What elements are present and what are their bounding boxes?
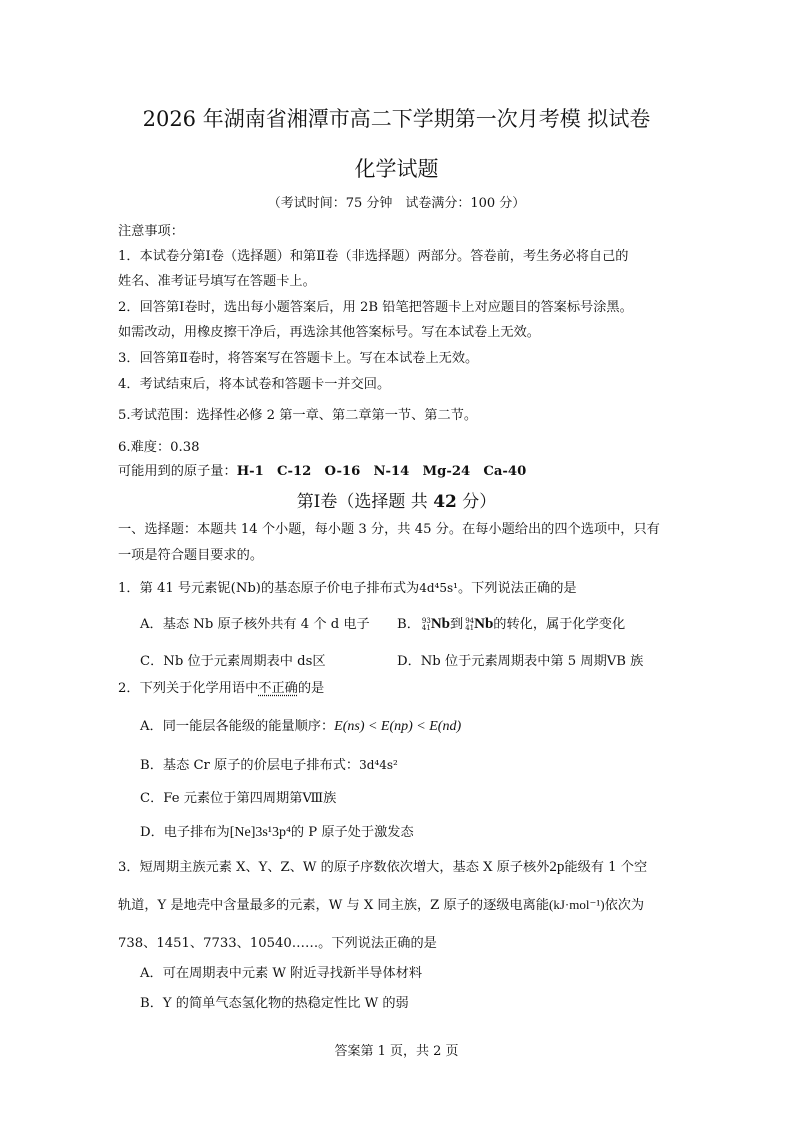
- q3-stem-b3: 依次为: [604, 898, 645, 913]
- section-title: [0, 487, 793, 512]
- q2-option-d: [140, 821, 414, 841]
- q2-stem-b: 的是: [297, 681, 325, 696]
- q3-stem-a1: 3．短周期主族元素 X、Y、Z、W 的原子序数依次增大，基态 X 原子核外: [118, 860, 550, 875]
- q2-option-b-prefix: B．基态 Cr 原子的价层电子排布式：: [140, 758, 360, 773]
- q1-config: 4d⁴5s¹: [419, 581, 458, 595]
- q2-option-d-suffix: 的 P 原子处于激发态: [290, 825, 414, 840]
- q1-option-b-prefix: B．: [397, 617, 420, 632]
- q3-stem-line-2: [118, 894, 644, 913]
- q2-option-b: [140, 754, 398, 773]
- q3-stem-line-3: 738、1451、7733、10540……。下列说法正确的是: [118, 936, 437, 951]
- q1-option-a: A．基态 Nb 原子核外共有 4 个 d 电子: [140, 617, 370, 632]
- q3-stem-b1: 轨道，Y 是地壳中含量最多的元素，W 与 X 同主族，Z 原子的逐级电离能: [118, 898, 550, 913]
- q3-stem-line-1: [118, 856, 647, 876]
- note-5: 5.考试范围：选择性必修 2 第一章、第二章第一节、第二节。: [118, 408, 478, 423]
- q2-option-a-formula: E(ns) < E(np) < E(nd): [334, 719, 462, 734]
- q2-stem-a: 2．下列关于化学用语中: [118, 681, 259, 696]
- q3-stem-unit: (kJ·mol⁻¹): [549, 897, 605, 912]
- section-title-a: 第Ⅰ卷（选择题 共: [296, 492, 434, 512]
- q1-option-d: D．Nb 位于元素周期表中第 5 周期ⅤB 族: [397, 654, 644, 669]
- q2-option-c: C．Fe 元素位于第四周期第Ⅷ族: [140, 791, 337, 806]
- q3-stem-2p: 2p: [549, 859, 565, 875]
- section-intro-line-1: 一、选择题：本题共 14 个小题，每小题 3 分，共 45 分。在每小题给出的四个选项中，只有: [118, 522, 660, 537]
- note-6: 6.难度：0.38: [118, 440, 200, 455]
- q2-stem-emphasis: 不正确: [258, 681, 298, 696]
- note-2-line-1: 2．回答第Ⅰ卷时，选出每小题答案后，用 2B 铅笔把答题卡上对应题目的答案标号涂黑。: [118, 300, 633, 315]
- note-1-line-1: 1．本试卷分第Ⅰ卷（选择题）和第Ⅱ卷（非选择题）两部分。答卷前，考生务必将自己的: [118, 249, 629, 264]
- q1-stem: [118, 577, 577, 596]
- notes-heading: 注意事项：: [118, 224, 184, 239]
- section-title-score: 42: [433, 492, 457, 512]
- q2-option-a: [140, 715, 461, 735]
- q1-stem-a: 1．第 41 号元素铌(Nb)的基态原子价电子排布式为: [118, 581, 420, 596]
- note-3: 3．回答第Ⅱ卷时，将答案写在答题卡上。写在本试卷上无效。: [118, 351, 479, 366]
- atomic-mass-line: [118, 460, 526, 479]
- page-title: 2026 年湖南省湘潭市高二下学期第一次月考模 拟试卷: [142, 107, 651, 131]
- note-1-line-2: 姓名、准考证号填写在答题卡上。: [118, 274, 316, 289]
- q2-option-d-prefix: D．电子排布为: [140, 825, 230, 840]
- q1-isotope-2-numbers: 94 41: [465, 616, 475, 632]
- atomic-mass-values: H-1 C-12 O-16 N-14 Mg-24 Ca-40: [236, 464, 527, 479]
- page-footer: 答案第 1 页，共 2 页: [334, 1044, 459, 1059]
- q1-isotope-1-symbol: Nb: [430, 616, 450, 632]
- subject-title: 化学试题: [354, 157, 439, 181]
- exam-time-info: （考试时间：75 分钟 试卷满分：100 分）: [267, 196, 526, 211]
- q1-stem-b: 。下列说法正确的是: [457, 581, 577, 596]
- q2-option-a-prefix: A．同一能层各能级的能量顺序：: [140, 719, 335, 734]
- q1-option-b-mid: 到: [450, 617, 464, 632]
- q2-option-b-formula: 3d⁴4s²: [359, 758, 398, 772]
- q3-stem-a3: 能级有 1 个空: [564, 860, 648, 875]
- note-2-line-2: 如需改动，用橡皮擦干净后，再选涂其他答案标号。写在本试卷上无效。: [118, 325, 540, 340]
- q1-option-b: [397, 613, 625, 633]
- note-4: 4．考试结束后，将本试卷和答题卡一并交回。: [118, 377, 391, 392]
- q1-isotope-2-symbol: Nb: [474, 616, 494, 632]
- q2-option-d-formula: [Ne]3s¹3p⁴: [229, 825, 291, 840]
- atomic-mass-label: 可能用到的原子量：: [118, 464, 237, 479]
- section-intro-line-2: 一项是符合题目要求的。: [118, 548, 264, 563]
- q3-option-a: A．可在周期表中元素 W 附近寻找新半导体材料: [140, 966, 423, 981]
- section-title-c: 分）: [456, 492, 497, 512]
- q1-option-c: C．Nb 位于元素周期表中 ds区: [140, 654, 326, 669]
- q1-option-b-suffix: 的转化，属于化学变化: [493, 617, 626, 632]
- q1-isotope-1-numbers: 93 41: [421, 616, 431, 632]
- q2-stem: [118, 677, 324, 696]
- q3-option-b: B．Y 的简单气态氢化物的热稳定性比 W 的弱: [140, 996, 409, 1011]
